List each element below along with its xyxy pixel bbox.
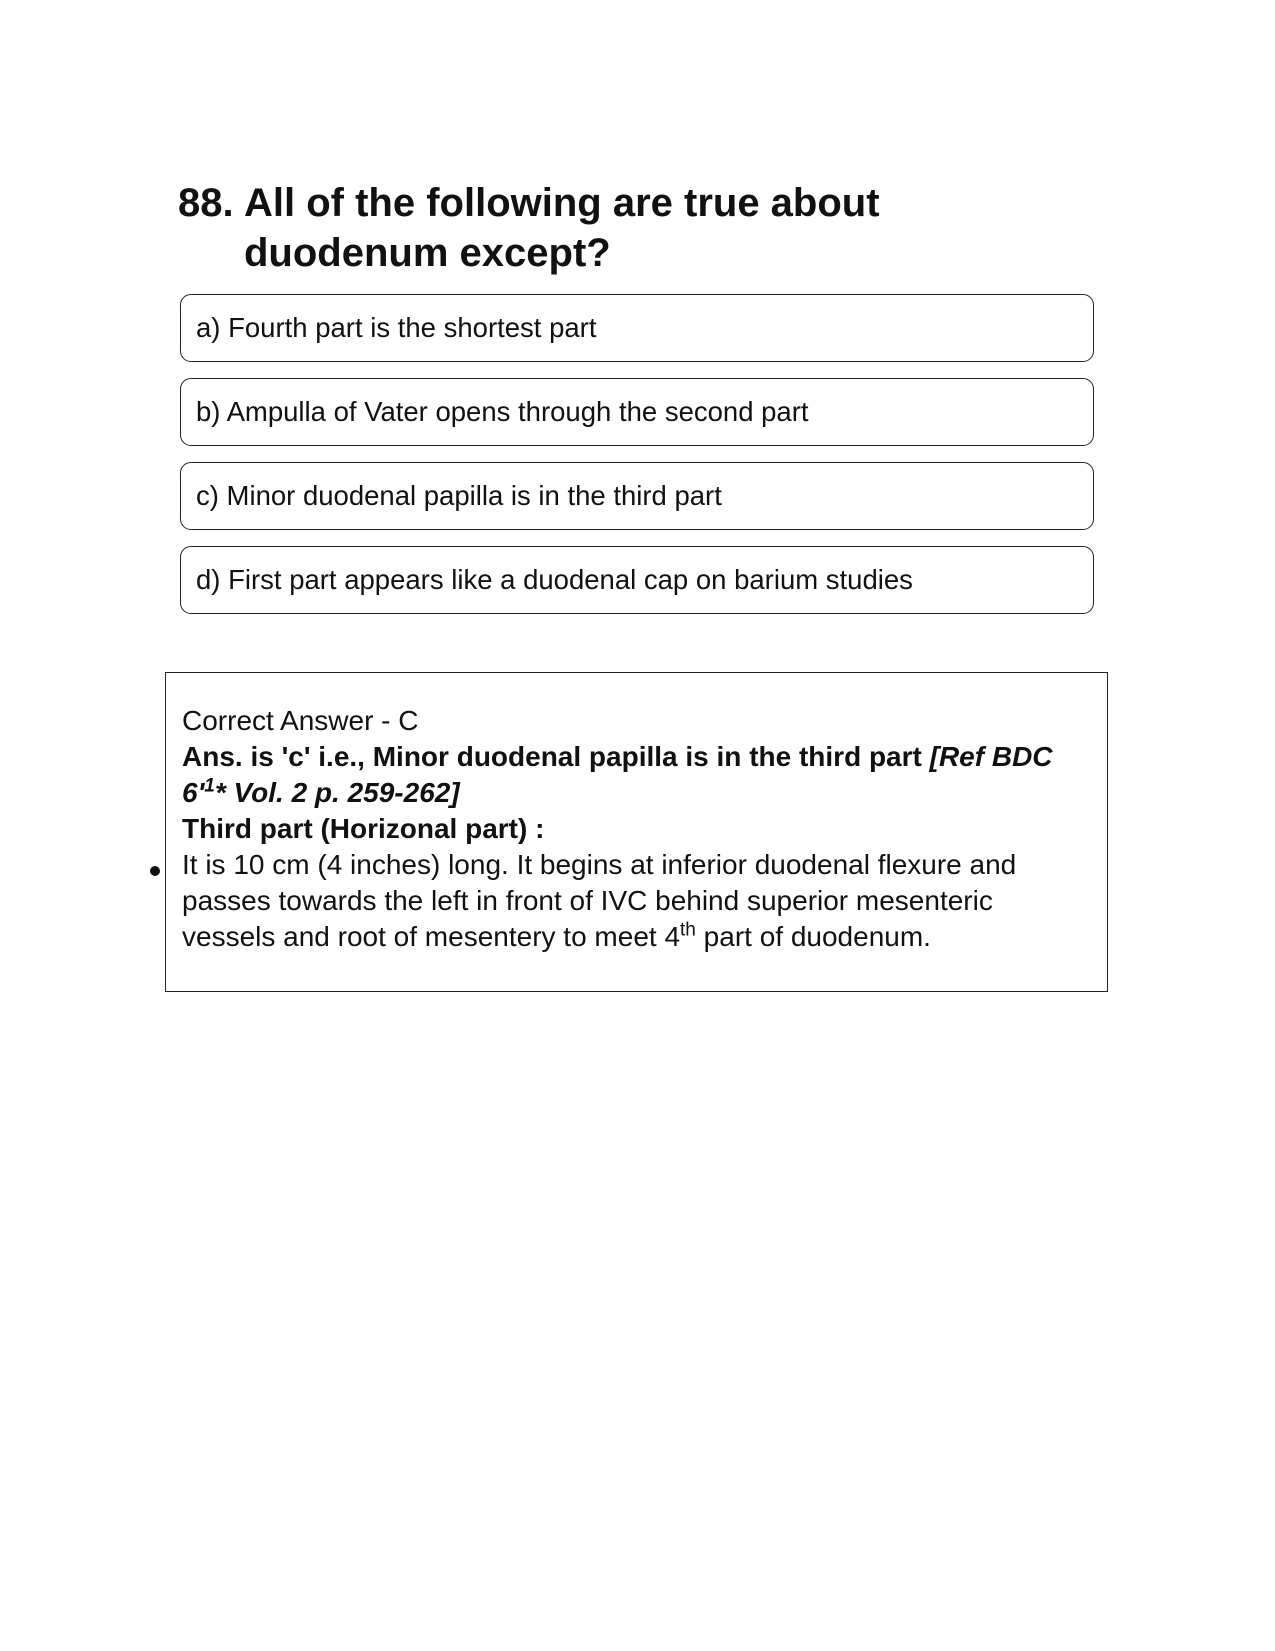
reference-prefix: [Ref BDC 6' (182, 741, 1053, 808)
correct-answer: Correct Answer - C (182, 705, 419, 736)
question-text: All of the following are true about duodenum except? (244, 181, 880, 275)
option-a[interactable] (180, 294, 1094, 362)
bullet-text-end: part of duodenum. (695, 921, 931, 952)
answer-explanation-box (165, 672, 1108, 992)
reference-superscript: 1 (204, 775, 215, 797)
section-heading: Third part (Horizonal part) : (182, 813, 545, 844)
question-heading (178, 178, 1078, 278)
option-c[interactable] (180, 462, 1094, 530)
options-list (180, 294, 1094, 630)
option-d[interactable] (180, 546, 1094, 614)
option-c-label: c) Minor duodenal papilla is in the third part (196, 480, 722, 511)
option-b-label: b) Ampulla of Vater opens through the second part (196, 396, 809, 427)
bullet-item (182, 847, 1091, 955)
bullet-superscript: th (680, 919, 696, 941)
bullet-text-start: It is 10 cm (4 inches) long. It begins at inferior duodenal flexure and passes towards the left in front of IVC behind superior mesenteric vessels and root of mesentery to meet 4 (182, 849, 1017, 952)
reference-suffix: * Vol. 2 p. 259-262] (214, 777, 460, 808)
option-d-label: d) First part appears like a duodenal cap on barium studies (196, 564, 913, 595)
option-b[interactable] (180, 378, 1094, 446)
question-number: 88. (178, 181, 234, 225)
bullet-dot-icon (150, 866, 160, 876)
option-a-label: a) Fourth part is the shortest part (196, 312, 597, 343)
answer-statement (182, 739, 1091, 811)
answer-text: Ans. is 'c' i.e., Minor duodenal papilla is in the third part (182, 741, 930, 772)
